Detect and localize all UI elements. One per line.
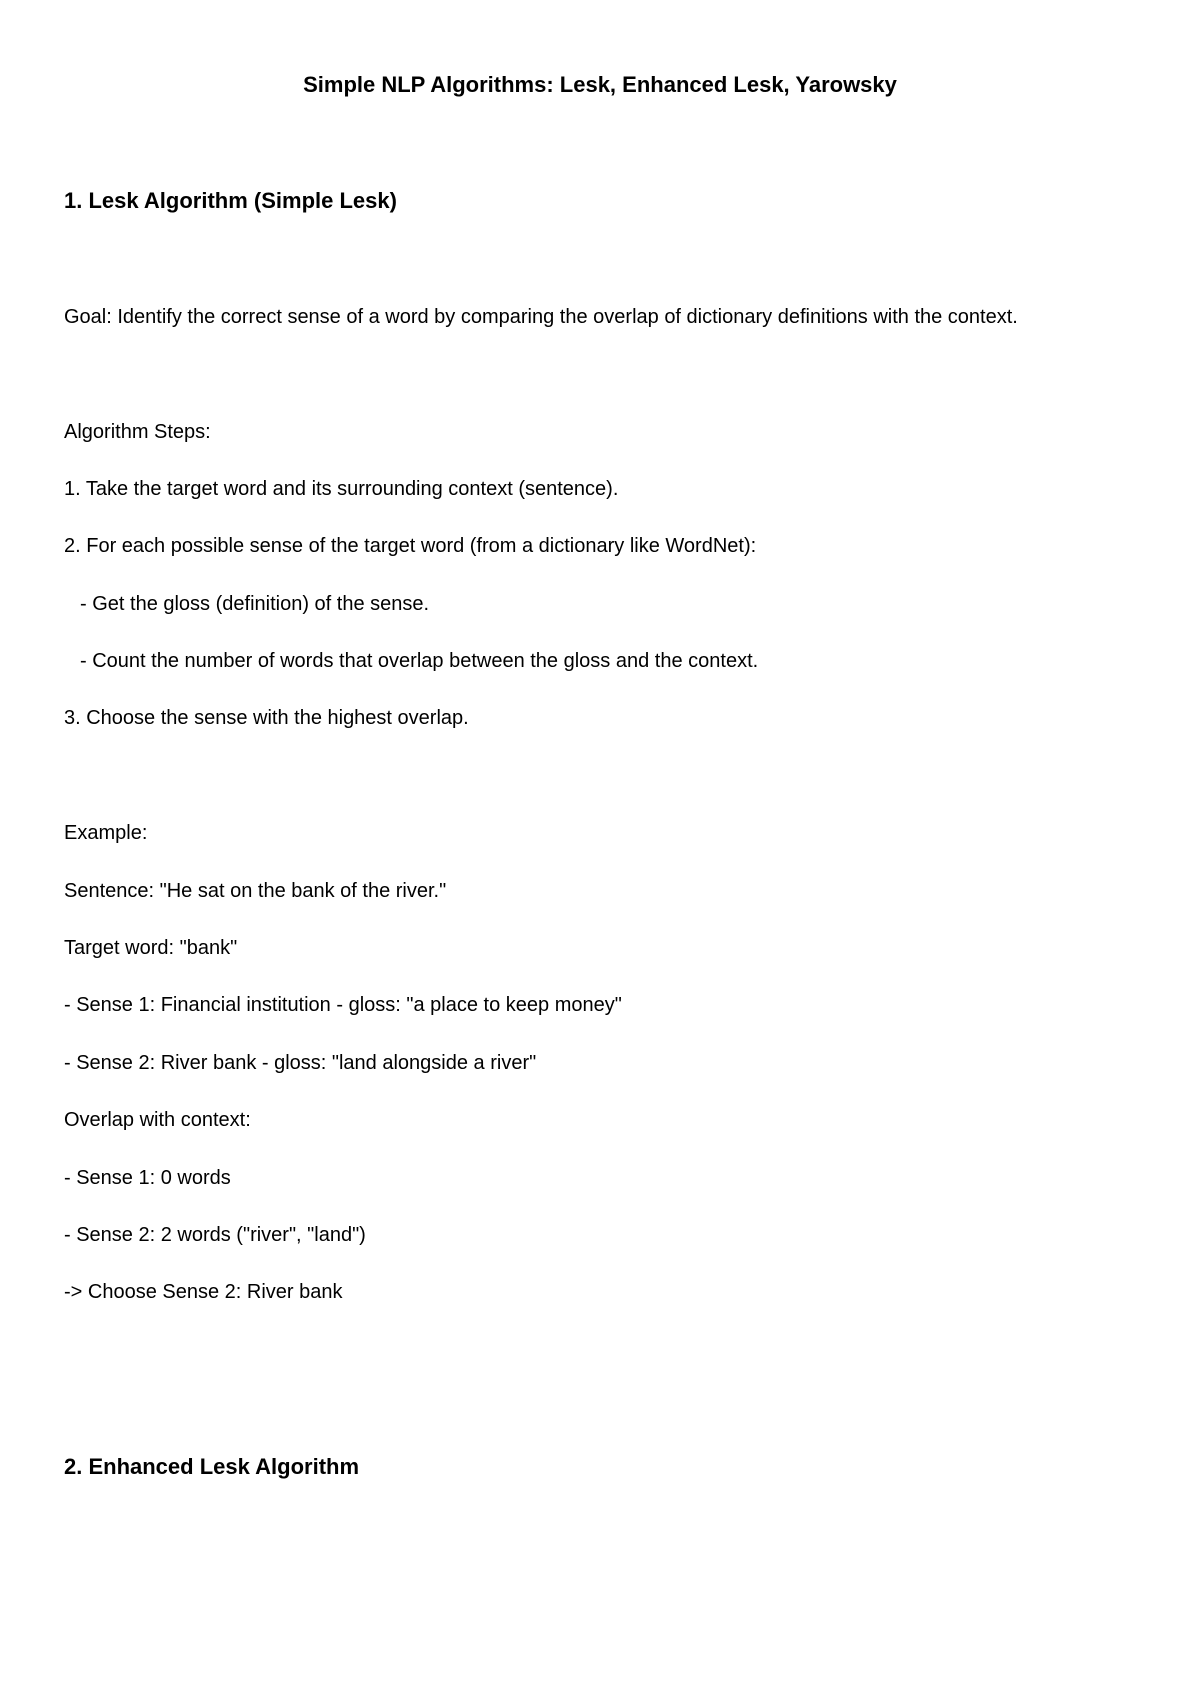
document-title: Simple NLP Algorithms: Lesk, Enhanced Lesk, Yarowsky: [303, 72, 897, 97]
step-3: 3. Choose the sense with the highest overlap.: [64, 707, 469, 729]
step-2: 2. For each possible sense of the target word (from a dictionary like WordNet):: [64, 535, 757, 557]
example-sense-1: - Sense 1: Financial institution - gloss: "a place to keep money": [64, 994, 622, 1016]
algorithm-steps-label: Algorithm Steps:: [64, 421, 211, 443]
step-1: 1. Take the target word and its surrounding context (sentence).: [64, 478, 619, 500]
example-sentence: Sentence: "He sat on the bank of the river.": [64, 880, 447, 902]
example-target-word: Target word: "bank": [64, 937, 238, 959]
section-2-heading: 2. Enhanced Lesk Algorithm: [64, 1454, 360, 1479]
goal-text: Goal: Identify the correct sense of a word by comparing the overlap of dictionary definitions with the context.: [64, 306, 1018, 328]
example-sense-2: - Sense 2: River bank - gloss: "land alongside a river": [64, 1052, 537, 1074]
choice-result: -> Choose Sense 2: River bank: [64, 1281, 343, 1303]
section-1-heading: 1. Lesk Algorithm (Simple Lesk): [64, 188, 397, 213]
overlap-label: Overlap with context:: [64, 1109, 251, 1131]
step-2-substep-a: - Get the gloss (definition) of the sense.: [80, 593, 430, 615]
overlap-sense-2: - Sense 2: 2 words ("river", "land"): [64, 1224, 366, 1246]
overlap-sense-1: - Sense 1: 0 words: [64, 1167, 231, 1189]
step-2-substep-b: - Count the number of words that overlap between the gloss and the context.: [80, 650, 759, 672]
example-label: Example:: [64, 822, 148, 844]
